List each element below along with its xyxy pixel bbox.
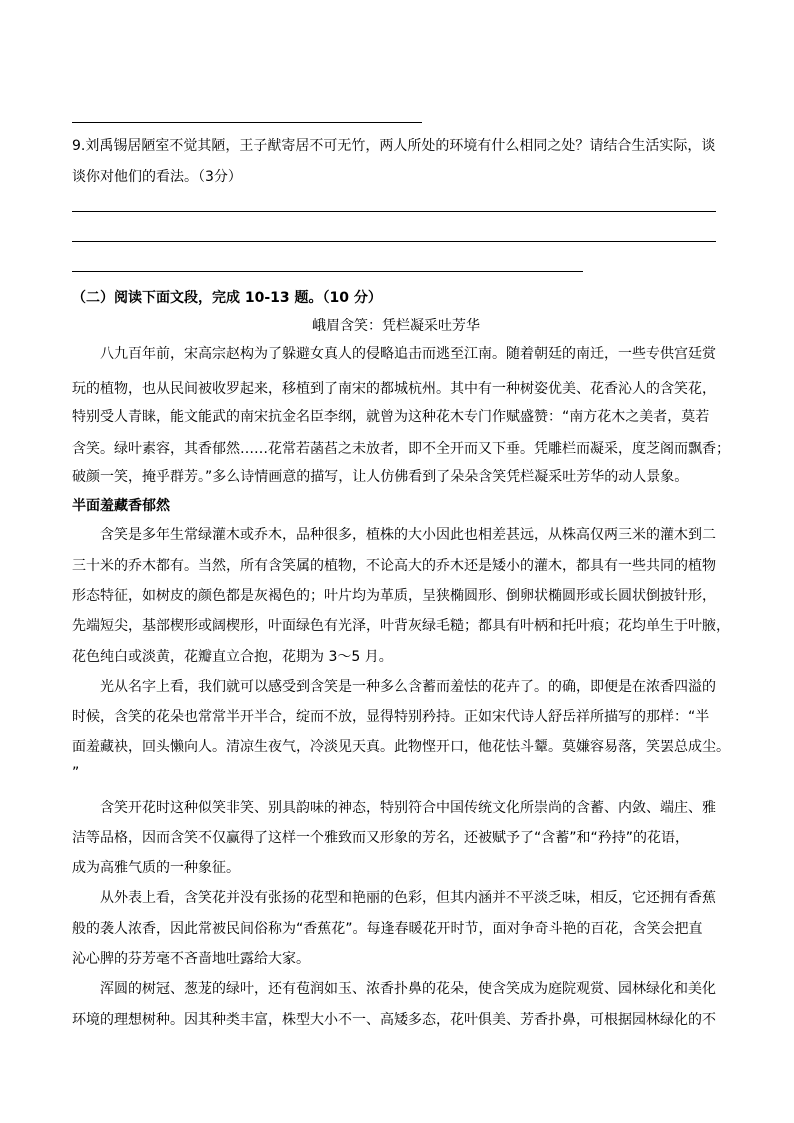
paragraph-2-line-2: 三十米的乔木都有。当然，所有含笑属的植物，不论高大的乔木还是矮小的灌木，都具有一些共同的植物 bbox=[72, 558, 716, 574]
article-title: 峨眉含笑：凭栏凝采吐芳华 bbox=[312, 318, 480, 334]
paragraph-1-line-5: 破颜一笑，掩乎群芳。”多么诗情画意的描写，让人仿佛看到了朵朵含笑凭栏凝采吐芳华的动人景象。 bbox=[72, 469, 689, 485]
paragraph-6-line-2: 环境的理想树种。因其种类丰富，株型大小不一、高矮多态，花叶俱美、芳香扑鼻，可根据园林绿化的不 bbox=[72, 1012, 716, 1028]
paragraph-1-line-1: 八九百年前，宋高宗赵构为了躲避女真人的侵略追击而逃至江南。随着朝廷的南迁，一些专供宫廷赏 bbox=[100, 346, 716, 362]
paragraph-4-line-2: 洁等品格，因而含笑不仅赢得了这样一个雅致而又形象的芳名，还被赋予了“含蓄”和“矜持”的花语， bbox=[72, 830, 690, 846]
paragraph-1-line-4: 含笑。绿叶素容，其香郁然……花常若菡萏之未放者，即不全开而又下垂。凭雕栏而凝采，度芝阁而飘香； bbox=[72, 441, 730, 457]
paragraph-1-line-3: 特别受人青睐，能文能武的南宋抗金名臣李纲，就曾为这种花木专门作赋盛赞：“南方花木之美者，莫若 bbox=[72, 409, 710, 425]
question-9-line-2: 谈你对他们的看法。（3分） bbox=[72, 169, 242, 185]
paragraph-2-line-5: 花色纯白或淡黄，花瓣直立合抱，花期为 3～5 月。 bbox=[72, 649, 393, 665]
paragraph-2-line-1: 含笑是多年生常绿灌木或乔木，品种很多，植株的大小因此也相差甚远，从株高仅两三米的灌木到二 bbox=[100, 527, 716, 543]
paragraph-5-line-2: 般的袭人浓香，因此常被民间俗称为“香蕉花”。每逢春暖花开时节，面对争奇斗艳的百花，含笑会把直 bbox=[72, 921, 703, 937]
answer-line-top bbox=[72, 122, 422, 123]
question-9-line-1: 9.刘禹锡居陋室不觉其陋，王子猷寄居不可无竹，两人所处的环境有什么相同之处？请结合生活实际，谈 bbox=[72, 138, 716, 154]
paragraph-4-line-3: 成为高雅气质的一种象征。 bbox=[72, 860, 240, 876]
paragraph-3-line-2: 时候，含笑的花朵也常常半开半合，绽而不放，显得特别矜持。正如宋代诗人舒岳祥所描写的那样：“半 bbox=[72, 709, 710, 725]
paragraph-3-line-1: 光从名字上看，我们就可以感受到含笑是一种多么含蓄而羞怯的花卉了。的确，即便是在浓香四溢的 bbox=[100, 679, 716, 695]
paragraph-2-line-4: 先端短尖，基部楔形或阔楔形，叶面绿色有光泽，叶背灰绿毛糙；都具有叶柄和托叶痕；花均单生于叶腋， bbox=[72, 618, 730, 634]
answer-line-2 bbox=[72, 241, 716, 242]
paragraph-2-line-3: 形态特征，如树皮的颜色都是灰褐色的；叶片均为革质，呈狭椭圆形、倒卵状椭圆形或长圆状倒披针形， bbox=[72, 588, 716, 604]
answer-line-3 bbox=[72, 271, 583, 272]
paragraph-6-line-1: 浑圆的树冠、葱茏的绿叶，还有苞润如玉、浓香扑鼻的花朵，使含笑成为庭院观赏、园林绿化和美化 bbox=[100, 981, 716, 997]
paragraph-1-line-2: 玩的植物，也从民间被收罗起来，移植到了南宋的都城杭州。其中有一种树姿优美、花香沁人的含笑花， bbox=[72, 381, 716, 397]
subheading: 半面羞藏香郁然 bbox=[72, 498, 170, 514]
paragraph-5-line-3: 沁心脾的芬芳毫不吝啬地吐露给大家。 bbox=[72, 951, 310, 967]
section-heading: （二）阅读下面文段，完成 10-13 题。（10 分） bbox=[72, 290, 382, 306]
paragraph-3-line-3: 面羞藏袂，回头懒向人。清凉生夜气，冷淡见天真。此物悭开口，他花怯斗颦。莫嫌容易落，笑罢总成尘。 bbox=[72, 739, 730, 755]
paragraph-5-line-1: 从外表上看，含笑花并没有张扬的花型和艳丽的色彩，但其内涵并不平淡乏味，相反，它还拥有香蕉 bbox=[100, 890, 716, 906]
paragraph-3-line-4: ” bbox=[72, 765, 80, 781]
answer-line-1 bbox=[72, 211, 716, 212]
paragraph-4-line-1: 含笑开花时这种似笑非笑、别具韵味的神态，特别符合中国传统文化所崇尚的含蓄、内敛、端庄、雅 bbox=[100, 800, 716, 816]
